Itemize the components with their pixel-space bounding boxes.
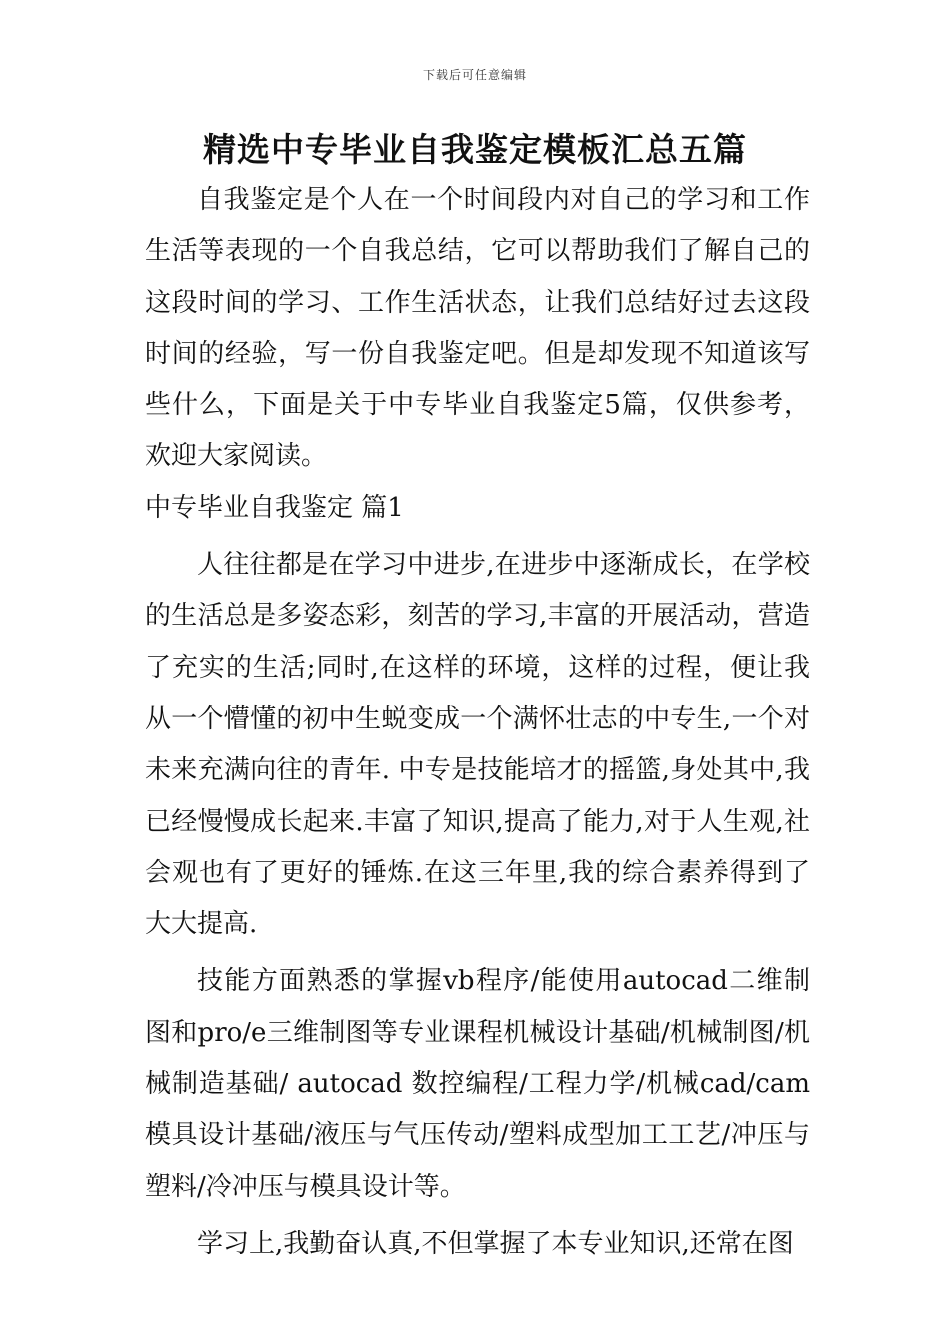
body-paragraph-3: 学习上,我勤奋认真,不但掌握了本专业知识,还常在图 [197, 1228, 794, 1259]
document-body [145, 175, 810, 1270]
document-title: 精选中专毕业自我鉴定模板汇总五篇 [203, 130, 747, 169]
body-paragraph-1: 人往往都是在学习中进步,在进步中逐渐成长，在学校的生活总是多姿态彩，刻苦的学习,丰富的开展活动，营造了充实的生活;同时,在这样的环境，这样的过程，便让我从一个懵懂的初中生蜕变成一个满怀壮志的中专生,一个对未来充满向往的青年. 中专是技能培才的摇篮,身处其中,我已经慢慢成长起来.丰富了知识,提高了能力,对于人生观,社会观也有了更好的锤炼.在这三年里,我的综合素养得到了大大提高. [145, 550, 810, 940]
intro-paragraph: 自我鉴定是个人在一个时间段内对自己的学习和工作生活等表现的一个自我总结，它可以帮助我们了解自己的这段时间的学习、工作生活状态，让我们总结好过去这段时间的经验，写一份自我鉴定吧。但是却发现不知道该写些什么，下面是关于中专毕业自我鉴定5篇，仅供参考，欢迎大家阅读。 [145, 185, 810, 472]
section-heading: 中专毕业自我鉴定 篇1 [145, 492, 404, 523]
header-note: 下载后可任意编辑 [422, 68, 527, 82]
body-paragraph-2: 技能方面熟悉的掌握vb程序/能使用autocad二维制图和pro/e三维制图等专业课程机械设计基础/机械制图/机械制造基础/ autocad 数控编程/工程力学/机械cad/cam 模具设计基础/液压与气压传动/塑料成型加工工艺/冲压与塑料/冷冲压与模具设计等。 [145, 966, 810, 1202]
